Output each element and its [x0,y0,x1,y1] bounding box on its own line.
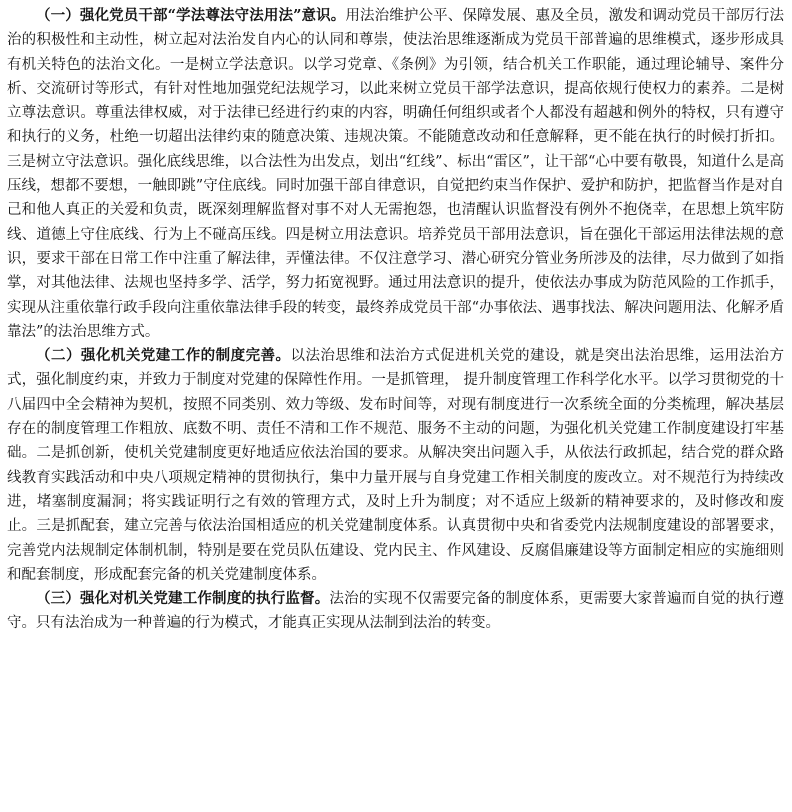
paragraph-body-1: 用法治维护公平、保障发展、惠及全员，激发和调动党员干部厉行法治的积极性和主动性，树立起对法治发自内心的认同和尊崇，使法治思维逐渐成为党员干部普遍的思维模式，逐步形成具有机关特色的法治文化。一是树立学法意识。以学习党章、《条例》为引领，结合机关工作职能，通过理论辅导、案件分析、交流研讨等形式，有针对性地加强党纪法规学习，以此来树立党员干部学法意识，提高依规行使权力的素养。二是树立尊法意识。尊重法律权威，对于法律已经进行约束的内容，明确任何组织或者个人都没有超越和例外的特权，只有遵守和执行的义务，杜绝一切超出法律约束的随意决策、违规决策。不能随意改动和任意解释，更不能在执行的时候打折扣。三是树立守法意识。强化底线思维，以合法性为出发点，划出“红线”、标出“雷区”，让干部“心中要有敬畏，知道什么是高压线，想都不要想，一触即跳”守住底线。同时加强干部自律意识，自觉把约束当作保护、爱护和防护，把监督当作是对自己和他人真正的关爱和负责，既深刻理解监督对事不对人无需抱怨，也清醒认识监督没有例外不抱侥幸，在思想上筑牢防线、道德上守住底线、行为上不碰高压线。四是树立用法意识。培养党员干部用法意识，旨在强化干部运用法律法规的意识，要求干部在日常工作中注重了解法律，弄懂法律。不仅注意学习、潜心研究分管业务所涉及的法律，尽力做到了如指掌，对其他法律、法规也坚持多学、活学，努力拓宽视野。通过用法意识的提升，使依法办事成为防范风险的工作抓手，实现从注重依靠行政手段向注重依靠法律手段的转变，最终养成党员干部“办事依法、遇事找法、解决问题用法、化解矛盾靠法”的法治思维方式。 [7,8,784,340]
section-heading-3: （三）强化对机关党建工作制度的执行监督。 [36,590,330,608]
paragraph-body-3: 法治的实现不仅需要完备的制度体系，更需要大家普遍而自觉的执行遵守。只有法治成为一种普遍的行为模式，才能真正实现从法制到法治的转变。 [7,591,785,632]
paragraph-2 [7,344,784,587]
paragraph-3 [7,587,784,636]
paragraph-body-2: 以法治思维和法治方式促进机关党的建设，就是突出法治思维，运用法治方式，强化制度约束，并致力于制度对党建的保障性作用。一是抓管理， 提升制度管理工作科学化水平。以学习贯彻党的十八届四中全会精神为契机，按照不同类别、效力等级、发布时间等，对现有制度进行一次系统全面的分类梳理，解决基层存在的制度管理工作粗放、底数不明、责任不清和工作不规范、服务不主动的问题，为强化机关党建工作制度建设打牢基础。二是抓创新，使机关党建制度更好地适应依法治国的要求。从解决突出问题入手，从依法行政抓起，结合党的群众路线教育实践活动和中央八项规定精神的贯彻执行，集中力量开展与自身党建工作相关制度的废改立。对不规范行为持续改进，堵塞制度漏洞；将实践证明行之有效的管理方式，及时上升为制度；对不适应上级新的精神要求的，及时修改和废止。三是抓配套，建立完善与依法治国相适应的机关党建制度体系。认真贯彻中央和省委党内法规制度建设的部署要求，完善党内法规制定体制机制，特别是要在党员队伍建设、党内民主、作风建设、反腐倡廉建设等方面制定相应的实施细则和配套制度，形成配套完备的机关党建制度体系。 [7,348,785,583]
section-heading-1: （一）强化党员干部“学法尊法守法用法”意识。 [36,7,346,24]
paragraph-1 [7,4,784,344]
section-heading-2: （二）强化机关党建工作的制度完善。 [36,347,291,365]
